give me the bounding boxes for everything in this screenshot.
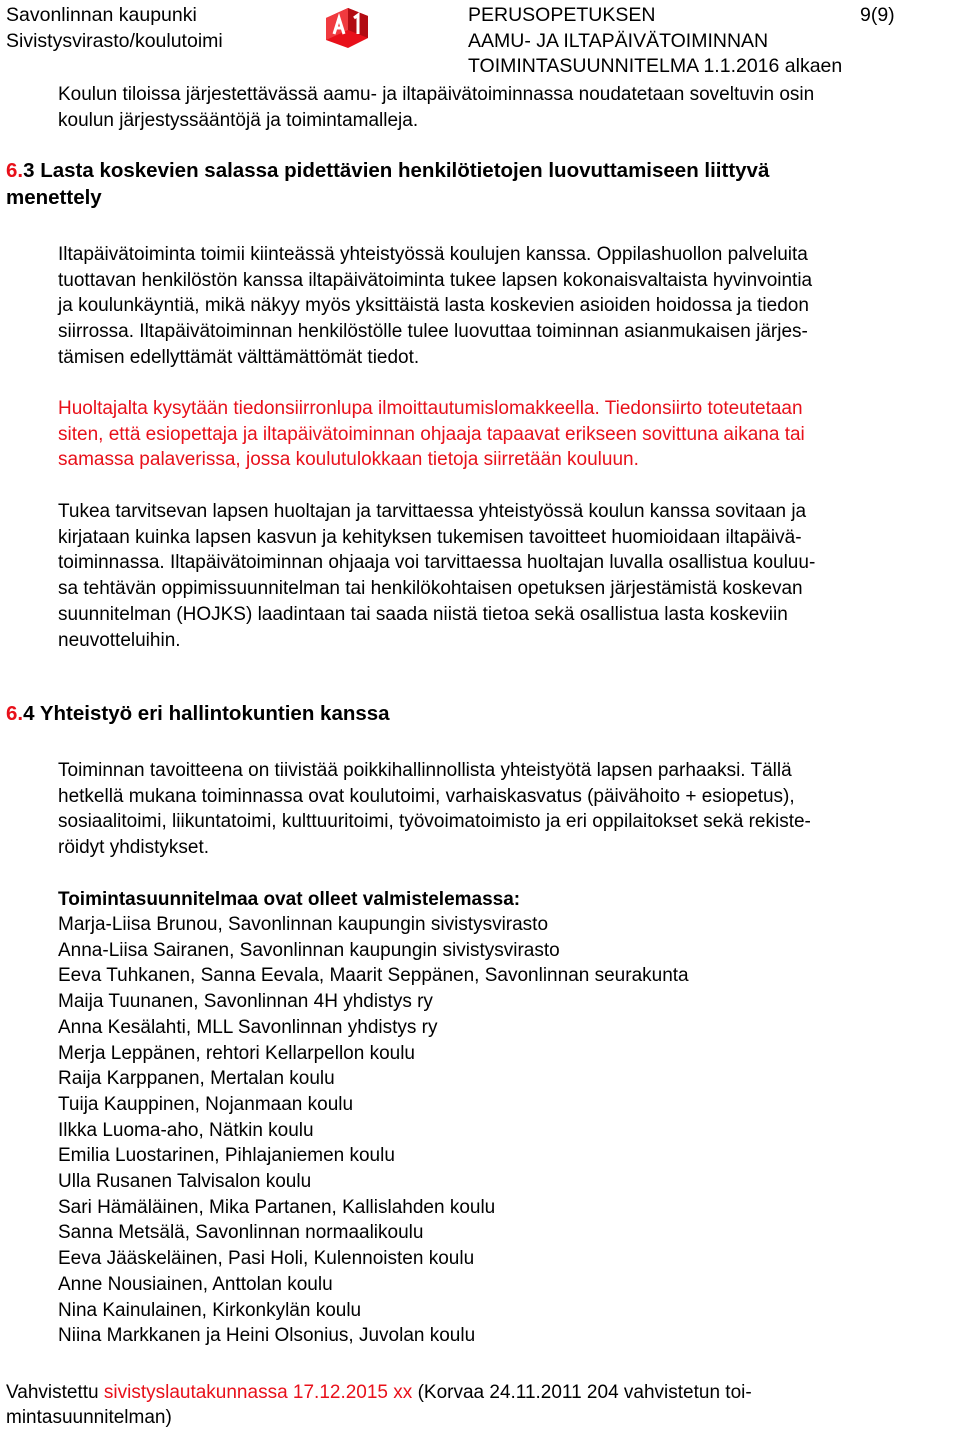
paragraph-cooperation: [58, 758, 811, 861]
section-heading-6-3-cont: menettely: [6, 186, 102, 209]
preparer-item: Maija Tuunanen, Savonlinnan 4H yhdistys ry: [58, 991, 433, 1013]
preparer-item: Nina Kainulainen, Kirkonkylän koulu: [58, 1299, 362, 1321]
header-title-line2: AAMU- JA ILTAPÄIVÄTOIMINNAN: [468, 30, 769, 52]
section-title: Lasta koskevien salassa pidettävien henkilötietojen luovuttamiseen liittyvä: [34, 159, 770, 182]
header-department: Sivistysvirasto/koulutoimi: [6, 30, 223, 52]
text-line: hetkellä mukana toiminnassa ovat koulutoimi, varhaiskasvatus (päivähoito + esiopetus),: [58, 785, 795, 807]
preparer-item: Ulla Rusanen Talvisalon koulu: [58, 1171, 312, 1193]
paragraph-data-sharing: [58, 242, 812, 371]
preparer-item: Sari Hämäläinen, Mika Partanen, Kallislahden koulu: [58, 1196, 496, 1218]
footer-text: (Korvaa 24.11.2011 204 vahvistetun toi-: [412, 1382, 752, 1403]
preparer-item: Niina Markkanen ja Heini Olsonius, Juvolan koulu: [58, 1325, 476, 1347]
text-line: Toiminnan tavoitteena on tiivistää poikkihallinnollista yhteistyötä lapsen parhaaksi. Tällä: [58, 760, 792, 781]
text-line: toiminnassa. Iltapäivätoiminnan ohjaaja voi tarvittaessa huoltajan luvalla osallistua kouluu-: [58, 552, 816, 574]
preparer-item: Raija Karppanen, Mertalan koulu: [58, 1068, 335, 1090]
header-title-line3: TOIMINTASUUNNITELMA 1.1.2016 alkaen: [468, 55, 843, 77]
footer-approval-red: sivistyslautakunnassa 17.12.2015 xx: [103, 1382, 413, 1403]
text-line: Huoltajalta kysytään tiedonsiirronlupa ilmoittautumislomakkeella. Tiedonsiirto toteutetaan: [58, 398, 803, 419]
preparer-item: Anna-Liisa Sairanen, Savonlinnan kaupungin sivistysvirasto: [58, 939, 560, 961]
text-line: tuottavan henkilöstön kanssa iltapäivätoiminta tukee lapsen kokonaisvaltaista hyvinvointia: [58, 269, 813, 291]
paragraph-support: [58, 499, 815, 653]
preparer-item: Anne Nousiainen, Anttolan koulu: [58, 1273, 333, 1295]
page-number: 9(9): [860, 4, 895, 26]
text-line: sosiaalitoimi, liikuntatoimi, kulttuuritoimi, työvoimatoimisto ja eri oppilaitokset sekä rekiste-: [58, 811, 811, 833]
preparer-item: Eeva Tuhkanen, Sanna Eevala, Maarit Seppänen, Savonlinnan seurakunta: [58, 965, 689, 987]
footer-text: Vahvistettu: [6, 1382, 104, 1403]
text-line: röidyt yhdistykset.: [58, 837, 209, 859]
city-logo-icon: [318, 4, 374, 50]
preparers-heading: Toimintasuunnitelmaa ovat olleet valmistelemassa:: [58, 889, 521, 910]
preparer-item: Emilia Luostarinen, Pihlajaniemen koulu: [58, 1145, 395, 1167]
paragraph-consent-red: [58, 396, 805, 473]
footer-line2: mintasuunnitelman): [6, 1407, 172, 1428]
intro-paragraph: [58, 82, 814, 133]
section-number-suffix: 4: [23, 702, 35, 725]
preparer-item: Eeva Jääskeläinen, Pasi Holi, Kulennoisten koulu: [58, 1248, 475, 1270]
text-line: suunnitelman (HOJKS) laadintaan tai saada niistä tietoa sekä osallistua lasta koskeviin: [58, 603, 788, 625]
section-number-suffix: 3: [23, 159, 35, 182]
text-line: Iltapäivätoiminta toimii kiinteässä yhteistyössä koulujen kanssa. Oppilashuollon palveluita: [58, 244, 808, 265]
text-line: samassa palaverissa, jossa koulutulokkaan tietoja siirretään kouluun.: [58, 449, 639, 471]
section-number-prefix: 6.: [6, 159, 24, 182]
text-line: kirjataan kuinka lapsen kasvun ja kehityksen tukemisen tavoitteet huomioidaan iltapäivä-: [58, 526, 802, 548]
text-line: siirrossa. Iltapäivätoiminnan henkilöstölle tulee luovuttaa toiminnan asianmukaisen järjes-: [58, 321, 808, 343]
text-line: Tukea tarvitsevan lapsen huoltajan ja tarvittaessa yhteistyössä koulun kanssa sovitaan ja: [58, 501, 807, 522]
text-line: koulun järjestyssääntöjä ja toimintamalleja.: [58, 109, 419, 131]
header-org-name: Savonlinnan kaupunki: [6, 4, 197, 26]
preparer-item: Marja-Liisa Brunou, Savonlinnan kaupungin sivistysvirasto: [58, 914, 549, 935]
text-line: sa tehtävän oppimissuunnitelman tai henkilökohtaisen opetuksen järjestämistä koskevan: [58, 578, 803, 600]
text-line: tämisen edellyttämät välttämättömät tiedot.: [58, 346, 420, 368]
section-number-prefix: 6.: [6, 702, 24, 725]
header-title-line1: PERUSOPETUKSEN: [468, 4, 656, 26]
text-line: siten, että esiopettaja ja iltapäivätoiminnan ohjaaja tapaavat erikseen sovittuna aikana tai: [58, 423, 805, 445]
preparer-item: Merja Leppänen, rehtori Kellarpellon koulu: [58, 1042, 416, 1064]
preparer-item: Tuija Kauppinen, Nojanmaan koulu: [58, 1093, 354, 1115]
section-heading-6-4: [6, 701, 390, 727]
section-title: Yhteistyö eri hallintokuntien kanssa: [34, 702, 390, 725]
text-line: Koulun tiloissa järjestettävässä aamu- ja iltapäivätoiminnassa noudatetaan soveltuvin osin: [58, 84, 815, 105]
footer-line1: [6, 1380, 752, 1405]
preparer-item: Anna Kesälahti, MLL Savonlinnan yhdistys ry: [58, 1016, 438, 1038]
preparers-list: [58, 912, 689, 1349]
text-line: neuvotteluihin.: [58, 629, 181, 651]
preparer-item: Sanna Metsälä, Savonlinnan normaalikoulu: [58, 1222, 424, 1244]
section-heading-6-3: [6, 158, 769, 184]
preparer-item: Ilkka Luoma-aho, Nätkin koulu: [58, 1119, 314, 1141]
text-line: ja koulunkäyntiä, mikä näkyy myös yksittäistä lasta koskevien asioiden hoidossa ja tiedon: [58, 295, 809, 317]
